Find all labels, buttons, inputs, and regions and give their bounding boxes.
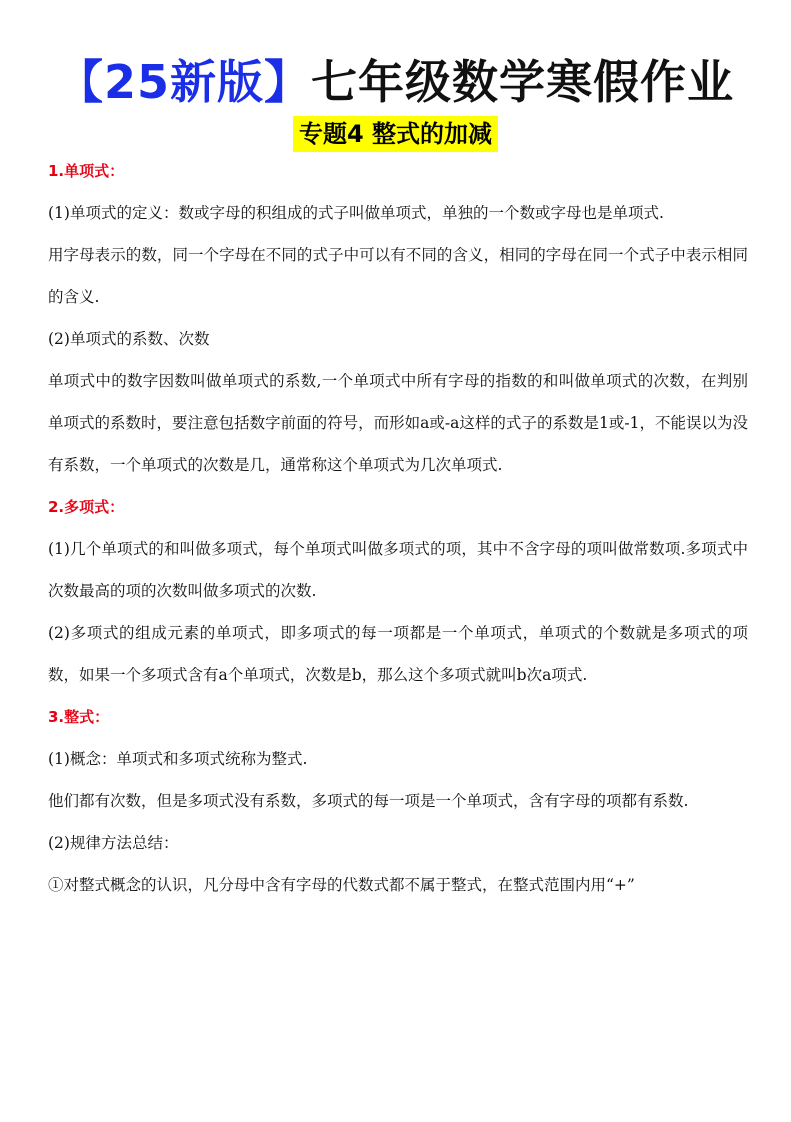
content-body xyxy=(48,150,748,906)
topic-subtitle: 专题4 整式的加减 xyxy=(293,116,498,152)
paragraph: (1)几个单项式的和叫做多项式，每个单项式叫做多项式的项，其中不含字母的项叫做常数项.多项式中次数最高的项的次数叫做多项式的次数. xyxy=(48,540,748,600)
paragraph: (1)单项式的定义：数或字母的积组成的式子叫做单项式，单独的一个数或字母也是单项式. xyxy=(48,204,664,222)
paragraph: (2)规律方法总结： xyxy=(48,834,179,852)
section-heading-integral-expression: 3.整式： xyxy=(48,708,110,726)
paragraph: (2)单项式的系数、次数 xyxy=(48,330,210,348)
paragraph: 用字母表示的数，同一个字母在不同的式子中可以有不同的含义，相同的字母在同一个式子中表示相同的含义. xyxy=(48,246,748,306)
section-heading-monomial: 1.单项式： xyxy=(48,162,125,180)
paragraph: 他们都有次数，但是多项式没有系数，多项式的每一项是一个单项式，含有字母的项都有系数. xyxy=(48,792,689,810)
paragraph: (1)概念：单项式和多项式统称为整式. xyxy=(48,750,308,768)
page-title xyxy=(0,52,791,112)
section-heading-polynomial: 2.多项式： xyxy=(48,498,125,516)
paragraph: ①对整式概念的认识，凡分母中含有字母的代数式都不属于整式，在整式范围内用“+” xyxy=(48,876,635,894)
paragraph: (2)多项式的组成元素的单项式，即多项式的每一项都是一个单项式，单项式的个数就是多项式的项数，如果一个多项式含有a个单项式，次数是b，那么这个多项式就叫b次a项式. xyxy=(48,624,748,684)
subtitle-container xyxy=(0,116,791,152)
title-main: 七年级数学寒假作业 xyxy=(311,55,734,109)
title-edition-tag: 【25新版】 xyxy=(56,55,311,109)
paragraph: 单项式中的数字因数叫做单项式的系数,一个单项式中所有字母的指数的和叫做单项式的次数，在判别单项式的系数时，要注意包括数字前面的符号，而形如a或-a这样的式子的系数是1或-1，不能误以为没有系数，一个单项式的次数是几，通常称这个单项式为几次单项式. xyxy=(48,372,748,474)
